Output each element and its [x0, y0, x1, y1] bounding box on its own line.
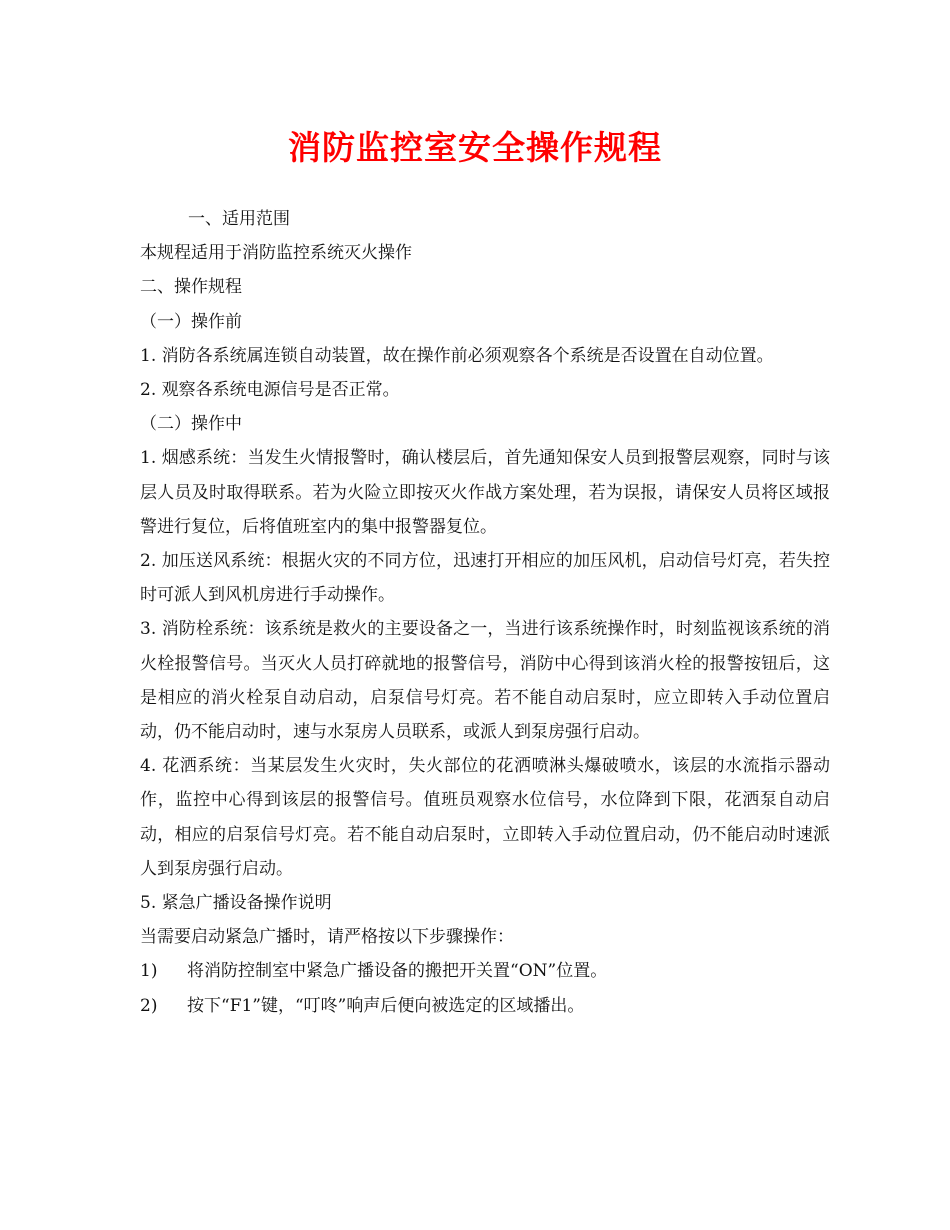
subsection-heading-before: （一）操作前 — [140, 311, 242, 332]
step-text: 将消防控制室中紧急广播设备的搬把开关置“ON”位置。 — [187, 961, 608, 982]
scope-text: 本规程适用于消防监控系统灭火操作 — [140, 243, 412, 264]
broadcast-step-1 — [140, 954, 830, 988]
document-body — [140, 202, 830, 1023]
during-item-1: 1. 烟感系统：当发生火情报警时，确认楼层后，首先通知保安人员到报警层观察，同时与该层人员及时取得联系。若为火险立即按灭火作战方案处理，若为误报，请保安人员将区域报警进行复位，后将值班室内的集中报警器复位。 — [140, 448, 830, 537]
document-title: 消防监控室安全操作规程 — [288, 128, 662, 167]
broadcast-intro: 当需要启动紧急广播时，请严格按以下步骤操作： — [140, 927, 514, 948]
during-item-3: 3. 消防栓系统：该系统是救火的主要设备之一，当进行该系统操作时，时刻监视该系统的消火栓报警信号。当灭火人员打碎就地的报警信号，消防中心得到该消火栓的报警按钮后，这是相应的消火栓泵自动启动，启泵信号灯亮。若不能自动启泵时，应立即转入手动位置启动，仍不能启动时，速与水泵房人员联系，或派人到泵房强行启动。 — [140, 619, 830, 743]
subsection-heading-during: （二）操作中 — [140, 414, 242, 435]
section-heading-procedures: 二、操作规程 — [140, 277, 242, 298]
before-item-1: 1. 消防各系统属连锁自动装置，故在操作前必须观察各个系统是否设置在自动位置。 — [140, 345, 774, 366]
broadcast-step-2 — [140, 989, 830, 1023]
during-item-2: 2. 加压送风系统：根据火灾的不同方位，迅速打开相应的加压风机，启动信号灯亮，若失控时可派人到风机房进行手动操作。 — [140, 551, 830, 606]
step-text: 按下“F1”键，“叮咚”响声后便向被选定的区域播出。 — [187, 995, 585, 1016]
before-item-2: 2. 观察各系统电源信号是否正常。 — [140, 380, 400, 401]
during-item-5: 5. 紧急广播设备操作说明 — [140, 893, 332, 914]
section-heading-scope: 一、适用范围 — [188, 209, 290, 229]
step-number: 2) — [140, 995, 158, 1016]
step-number: 1) — [140, 961, 158, 982]
during-item-4: 4. 花洒系统：当某层发生火灾时，失火部位的花洒喷淋头爆破喷水，该层的水流指示器动作，监控中心得到该层的报警信号。值班员观察水位信号，水位降到下限，花洒泵自动启动，相应的启泵信号灯亮。若不能自动启泵时，立即转入手动位置启动，仍不能启动时速派人到泵房强行启动。 — [140, 756, 830, 879]
